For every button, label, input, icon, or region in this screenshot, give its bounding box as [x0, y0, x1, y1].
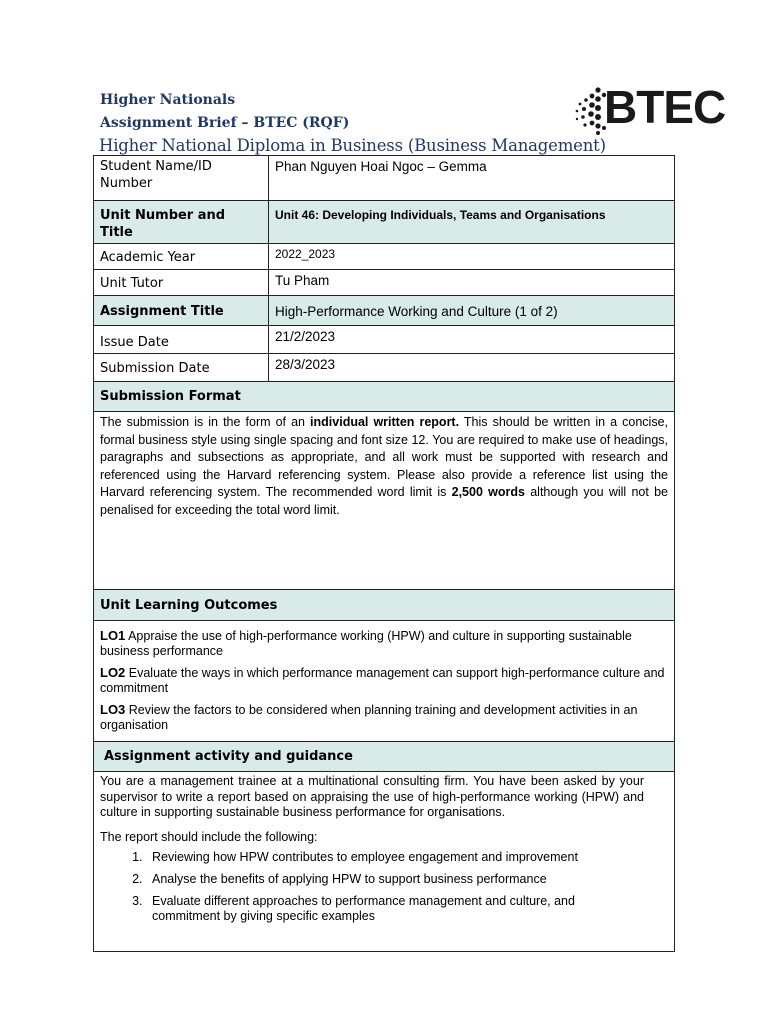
sf-text-c: although you will not be penalised for exceeding the total word limit.	[100, 485, 668, 517]
issue-value: 21/2/2023	[269, 326, 675, 354]
lo-code: LO3	[100, 702, 126, 717]
header-line-1: Higher Nationals	[100, 92, 236, 108]
lo-code: LO2	[100, 665, 126, 680]
guidance-body	[94, 772, 675, 952]
guidance-heading: Assignment activity and guidance	[94, 742, 675, 772]
submission-format-text	[94, 412, 675, 590]
title-label: Assignment Title	[94, 296, 269, 326]
guidance-intro: You are a management trainee at a multinational consulting firm. You have been asked by your supervisor to write a report based on appraising the use of high-performance working (HPW) and culture in supporting sustainable business performance for organisations.	[100, 774, 644, 819]
issue-label: Issue Date	[94, 326, 269, 354]
sf-bold-b: 2,500 words	[451, 485, 525, 499]
lo-text: Review the factors to be considered when planning training and development activities in an organisation	[100, 703, 638, 732]
year-value: 2022_2023	[269, 244, 675, 270]
list-item: 3. Evaluate different approaches to performance management and culture, and commitment by giving specific examples	[146, 894, 644, 924]
title-value: High-Performance Working and Culture (1 of 2)	[269, 296, 675, 326]
learning-outcomes-heading: Unit Learning Outcomes	[94, 590, 675, 621]
logo-text: BTEC	[604, 81, 726, 133]
guidance-lead: The report should include the following:	[100, 829, 318, 844]
submission-label: Submission Date	[94, 354, 269, 382]
unit-value: Unit 46: Developing Individuals, Teams and Organisations	[269, 201, 675, 244]
guidance-list	[100, 850, 644, 924]
btec-logo	[574, 81, 726, 136]
lo-item	[100, 628, 668, 659]
student-value: Phan Nguyen Hoai Ngoc – Gemma	[269, 156, 675, 201]
sf-text-a: The submission is in the form of an	[100, 415, 311, 429]
assignment-brief-table	[93, 155, 675, 952]
header-line-3: Higher National Diploma in Business (Business Management)	[99, 136, 606, 155]
list-item: 1. Reviewing how HPW contributes to employee engagement and improvement	[146, 850, 644, 865]
submission-format-heading: Submission Format	[94, 382, 675, 412]
list-item: 2. Analyse the benefits of applying HPW to support business performance	[146, 872, 644, 887]
lo-text: Appraise the use of high-performance working (HPW) and culture in supporting sustainable business performance	[100, 629, 632, 658]
header-line-2: Assignment Brief – BTEC (RQF)	[100, 115, 350, 131]
sf-text-b: This should be written in a concise, formal business style using single spacing and font size 12. You are required to make use of headings, paragraphs and subsections as appropriate, and all work must be supported with research and referenced using the Harvard referencing system. Please also provide a reference list using the Harvard referencing system. The recommended word limit is	[100, 415, 669, 499]
lo-text: Evaluate the ways in which performance management can support high-performance culture and commitment	[100, 666, 665, 695]
unit-label: Unit Number and Title	[94, 201, 269, 244]
tutor-value: Tu Pham	[269, 270, 675, 296]
sf-bold-a: individual written report.	[310, 415, 460, 429]
submission-value: 28/3/2023	[269, 354, 675, 382]
lo-item	[100, 665, 668, 696]
student-label: Student Name/ID Number	[94, 156, 269, 201]
tutor-label: Unit Tutor	[94, 270, 269, 296]
lo-item	[100, 702, 668, 733]
dot-pattern-icon	[574, 86, 608, 136]
year-label: Academic Year	[94, 244, 269, 270]
learning-outcomes-list	[94, 621, 675, 742]
lo-code: LO1	[100, 628, 126, 643]
